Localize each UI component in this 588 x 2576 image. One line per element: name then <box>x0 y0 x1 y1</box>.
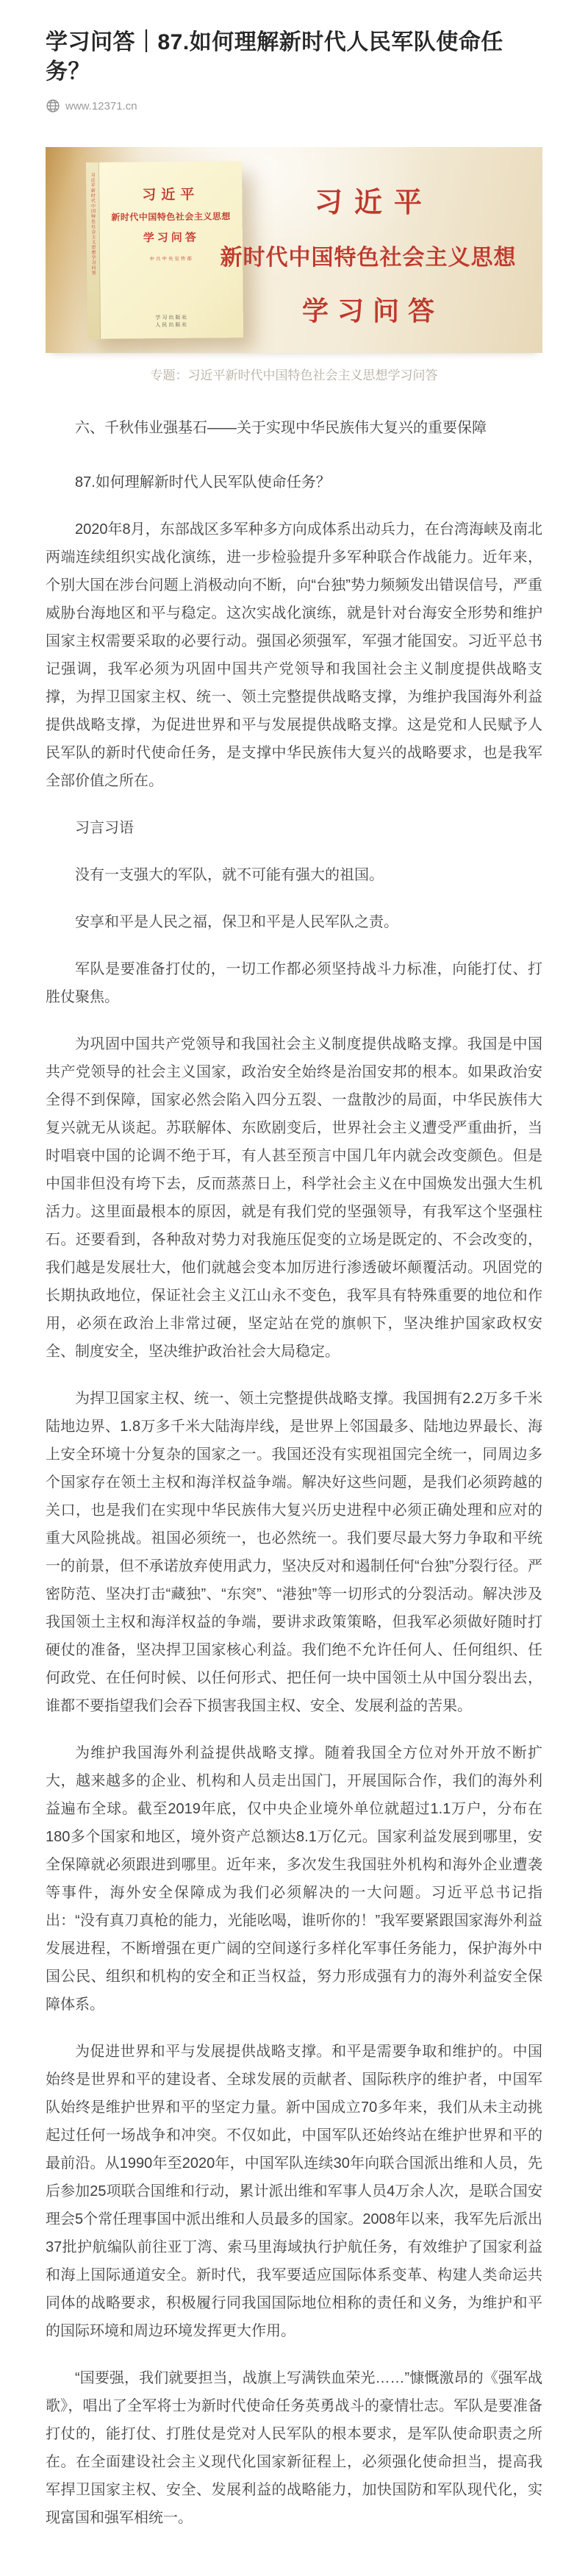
intro-paragraph: 2020年8月，东部战区多军种多方向成体系出动兵力，在台湾海峡及南北两端连续组织实战化演练，进一步检验提升多军种联合作战能力。近年来，个别大国在涉台问题上消极动向不断，向“台独”势力频频发出错误信号，严重威胁台海地区和平与稳定。这次实战化演练，就是针对台海安全形势和维护国家主权需要采取的必要行动。强国必须强军，军强才能国安。习近平总书记强调，我军必须为巩固中国共产党领导和我国社会主义制度提供战略支撑，为捍卫国家主权、统一、领土完整提供战略支撑，为维护我国海外利益提供战略支撑，为促进世界和平与发展提供战略支撑。这是党和人民赋予人民军队的新时代使命任务，是支撑中华民族伟大复兴的战略要求，也是我军全部价值之所在。 <box>46 521 542 789</box>
quote-section-heading: 习言习语 <box>75 820 134 836</box>
book-press: 中共中央宣传部 <box>149 256 193 263</box>
banner-title-block <box>210 179 526 328</box>
banner-title-line2: 新时代中国特色社会主义思想 <box>220 246 517 270</box>
banner-title-line1: 习近平 <box>314 188 434 218</box>
section-heading: 六、千秋伟业强基石——关于实现中华民族伟大复兴的重要保障 <box>75 420 487 436</box>
hero-caption: 专题：习近平新时代中国特色社会主义思想学习问答 <box>150 368 438 382</box>
body-paragraph-3: 为维护我国海外利益提供战略支撑。随着我国全方位对外开放不断扩大，越来越多的企业、机构和人员走出国门，开展国际合作，我们的海外利益遍布全球。截至2019年底，仅中央企业境外单位就超过1.1万户，分布在180多个国家和地区，境外资产总额达8.1万亿元。国家利益发展到哪里，安全保障就必须跟进到哪里。近年来，多次发生我国驻外机构和海外企业遭袭等事件，海外安全保障成为我们必须解决的一大问题。习近平总书记指出：“没有真刀真枪的能力，光能吆喝，谁听你的！”我军要紧跟国家海外利益发展进程，不断增强在更广阔的空间遂行多样化军事任务能力，保护海外中国公民、组织和机构的安全和正当权益，努力形成强有力的海外利益安全保障体系。 <box>46 1745 542 2013</box>
book-author: 习近平 <box>142 187 200 204</box>
body-paragraph-1: 为巩固中国共产党领导和我国社会主义制度提供战略支撑。我国是中国共产党领导的社会主义国家，政治安全始终是治国安邦的根本。如果政治安全得不到保障，国家必然会陷入四分五裂、一盘散沙的局面，中华民族伟大复兴就无从谈起。苏联解体、东欧剧变后，世界社会主义遭受严重曲折，当时唱衰中国的论调不绝于耳，有人甚至预言中国几年内就会改变颜色。但是中国非但没有垮下去，反而蒸蒸日上，科学社会主义在中国焕发出强大生机活力。这里面最根本的原因，就是有我们党的坚强领导，有我军这个坚强柱石。还要看到，各种敌对势力对我施压促变的立场是既定的、不会改变的，我们越是发展壮大，他们就越会变本加厉进行渗透破坏颠覆活动。巩固党的长期执政地位，保证社会主义江山永不变色，我军具有特殊重要的地位和作用，必须在政治上非常过硬，坚定站在党的旗帜下，坚决维护国家政权安全、制度安全，坚决维护政治社会大局稳定。 <box>46 1036 542 1360</box>
globe-icon <box>46 99 60 113</box>
body-paragraph-2: 为捍卫国家主权、统一、领土完整提供战略支撑。我国拥有2.2万多千米陆地边界、1.8万多千米大陆海岸线，是世界上邻国最多、陆地边界最长、海上安全环境十分复杂的国家之一。我国还没有实现祖国完全统一，同周边多个国家存在领土主权和海洋权益争端。解决好这些问题，是我们必须跨越的关口，也是我们在实现中华民族伟大复兴历史进程中必须正确处理和应对的重大风险挑战。祖国必须统一，也必然统一。我们要尽最大努力争取和平统一的前景，但不承诺放弃使用武力，坚决反对和遏制任何“台独”分裂行径。严密防范、坚决打击“藏独”、“东突”、“港独”等一切形式的分裂活动。解决涉及我国领土主权和海洋权益的争端，要讲求政策策略，但我军必须做好随时打硬仗的准备，坚决捍卫国家核心利益。我们绝不允许任何人、任何组织、任何政党、在任何时候、以任何形式、把任何一块中国领土从中国分裂出去，谁都不要指望我们会吞下损害我国主权、安全、发展利益的苦果。 <box>46 1391 542 1714</box>
book-spine-text: 习近平新时代中国特色社会主义思想学习问答 <box>90 172 96 276</box>
book-subtitle: 学习问答 <box>143 231 199 245</box>
source-url-link[interactable]: www.12371.cn <box>65 99 137 113</box>
body-paragraph-4: 为促进世界和平与发展提供战略支撑。和平是需要争取和维护的。中国始终是世界和平的建设者、全球发展的贡献者、国际秩序的维护者，中国军队始终是维护世界和平的坚定力量。新中国成立70多年来，我们从未主动挑起过任何一场战争和冲突。不仅如此，中国军队还始终站在维护世界和平的最前沿。从1990年至2020年，中国军队连续30年向联合国派出维和人员，先后参加25项联合国维和行动，累计派出维和军事人员4万余人次，是联合国安理会5个常任理事国中派出维和人员最多的国家。2008年以来，我军先后派出37批护航编队前往亚丁湾、索马里海域执行护航任务，有效维护了国家利益和海上国际通道安全。新时代，我军要适应国际体系变革、构建人类命运共同体的战略要求，积极履行同我国国际地位相称的责任和义务，为维护和平的国际环境和周边环境发挥更大作用。 <box>46 2044 542 2339</box>
question-heading: 87.如何理解新时代人民军队使命任务？ <box>75 474 331 490</box>
quote-3: 军队是要准备打仗的，一切工作都必须坚持战斗力标准，向能打仗、打胜仗聚焦。 <box>46 961 542 1005</box>
quote-1: 没有一支强大的军队，就不可能有强大的祖国。 <box>75 867 384 883</box>
book-publishers <box>155 315 188 329</box>
hero-banner-image <box>46 147 542 353</box>
body-paragraph-5: “国要强，我们就要担当，战旗上写满铁血荣光……”慷慨激昂的《强军战歌》，唱出了全军将士为新时代使命任务英勇战斗的豪情壮志。军队是要准备打仗的，能打仗、打胜仗是党对人民军队的根本要求，是军队使命职责之所在。在全面建设社会主义现代化国家新征程上，必须强化使命担当，提高我军捍卫国家主权、安全、发展利益的战略能力，加快国防和军队现代化，实现富国和强军相统一。 <box>46 2370 542 2526</box>
page-title: 学习问答｜87.如何理解新时代人民军队使命任务？ <box>46 30 503 84</box>
book-publisher-1: 学习出版社 <box>155 315 189 321</box>
book-publisher-2: 人民出版社 <box>155 322 189 329</box>
quote-2: 安享和平是人民之福，保卫和平是人民军队之责。 <box>75 914 398 930</box>
banner-title-line3: 学习问答 <box>301 296 443 326</box>
book-title: 新时代中国特色社会主义思想 <box>111 211 231 223</box>
source-row <box>46 99 542 113</box>
book-spine <box>86 163 101 339</box>
